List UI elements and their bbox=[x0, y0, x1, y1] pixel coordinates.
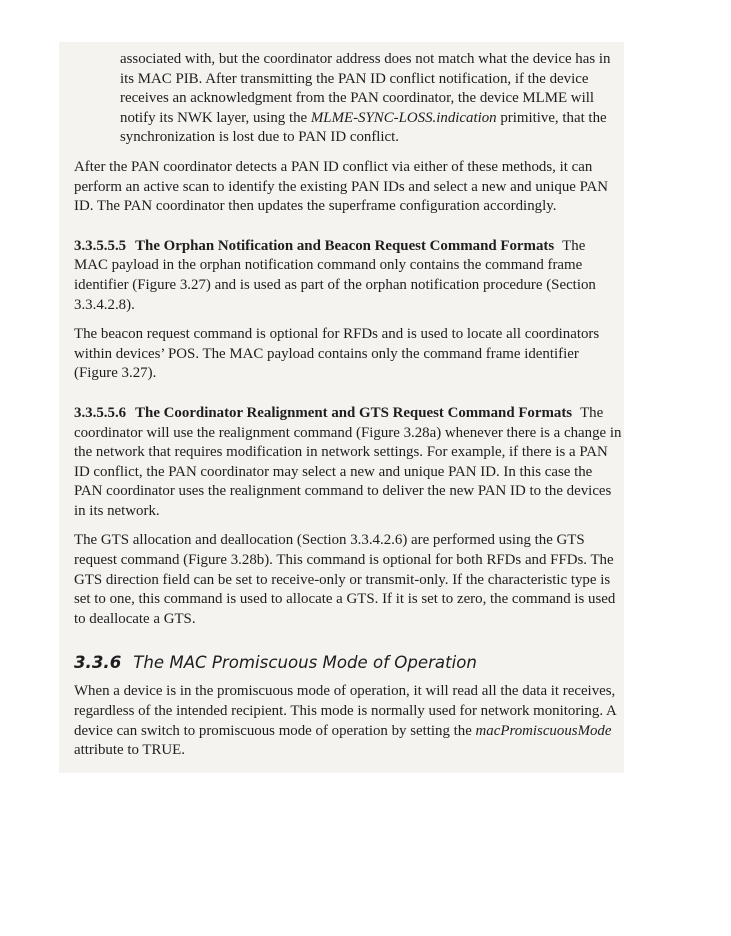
section-title: The Coordinator Realignment and GTS Request Command Formats bbox=[135, 404, 573, 421]
section-number: 3.3.5.5.6 bbox=[74, 404, 127, 421]
paragraph-beacon-request: The beacon request command is optional for RFDs and is used to locate all coordinators within devices’ POS. The MAC payload contains only the command frame identifier (Figure 3.27). bbox=[74, 326, 600, 382]
paragraph-pan-conflict: After the PAN coordinator detects a PAN ID conflict via either of these methods, it can perform an active scan to identify the existing PAN IDs and select a new and unique PAN ID. The PAN coordinator then updates the superframe configuration accordingly. bbox=[74, 158, 609, 215]
paragraph-top bbox=[74, 50, 622, 148]
text-run: primitive, that the synchronization is lost due to PAN ID conflict. bbox=[120, 109, 607, 146]
paragraph-gts-request: The GTS allocation and deallocation (Section 3.3.4.2.6) are performed using the GTS request command (Figure 3.28b). This command is optional for both RFDs and FFDs. The GTS direction field can be set to receive-only or transmit-only. If the characteristic type is set to one, this command is used to allocate a GTS. If it is set to zero, the command is used to deallocate a GTS. bbox=[74, 532, 616, 627]
scanned-page bbox=[59, 42, 624, 773]
heading-title: The MAC Promiscuous Mode of Operation bbox=[133, 653, 477, 673]
primitive-name: MLME-SYNC-LOSS.indication bbox=[310, 109, 497, 126]
section-orphan-notification bbox=[74, 237, 622, 315]
section-coordinator-realignment bbox=[74, 404, 622, 522]
text-run: attribute to TRUE. bbox=[74, 742, 185, 759]
section-title: The Orphan Notification and Beacon Request Command Formats bbox=[135, 237, 555, 254]
page-text bbox=[74, 50, 622, 761]
paragraph-promiscuous bbox=[74, 682, 622, 760]
attribute-name: macPromiscuousMode bbox=[475, 722, 612, 739]
section-heading-promiscuous bbox=[74, 652, 622, 673]
text-run: When a device is in the promiscuous mode of operation, it will read all the data it receives, regardless of the intended recipient. This mode is normally used for network monitoring. A device can switch to promiscuous mode of operation by setting the bbox=[74, 683, 616, 739]
section-body: The coordinator will use the realignment command (Figure 3.28a) whenever there is a change in the network that requires modification in network settings. For example, if there is a PAN ID conflict, the PAN coordinator may select a new and unique PAN ID. In this case the PAN coordinator uses the realignment command to deliver the new PAN ID to the devices in its network. bbox=[74, 404, 622, 519]
heading-number: 3.3.6 bbox=[74, 653, 122, 673]
text-run: associated with, but the coordinator address does not match what the device has in its MAC PIB. After transmitting the PAN ID conflict notification, if the device receives an acknowledgment from the PAN coordinator, the device MLME will notify its NWK layer, using the bbox=[120, 51, 611, 126]
section-number: 3.3.5.5.5 bbox=[74, 237, 127, 254]
section-body: The MAC payload in the orphan notification command only contains the command frame identifier (Figure 3.27) and is used as part of the orphan notification procedure (Section 3.3.4.2.8). bbox=[74, 237, 596, 313]
